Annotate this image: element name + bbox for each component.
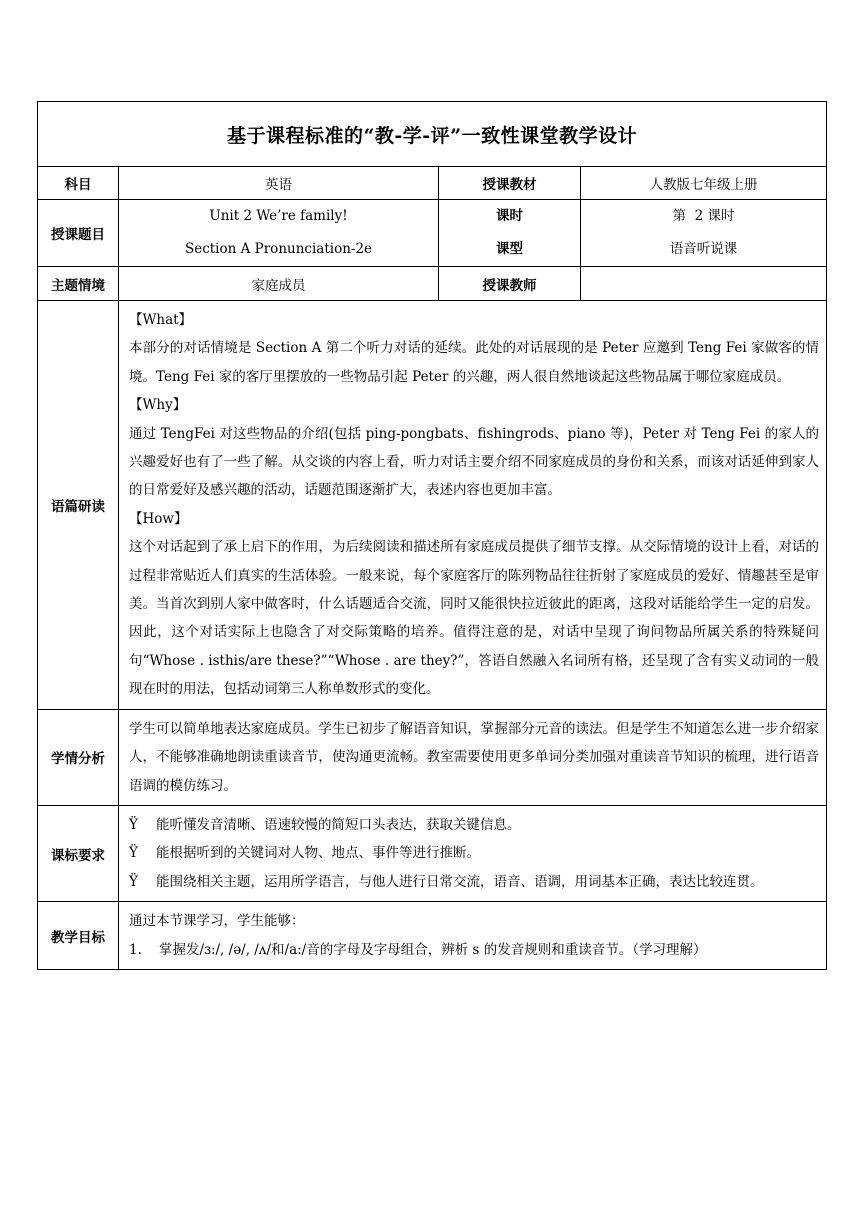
textbook-value: 人教版七年级上册 bbox=[581, 167, 827, 200]
standards-list bbox=[119, 805, 827, 901]
teacher-label: 授课教师 bbox=[439, 267, 581, 301]
analysis-label: 语篇研读 bbox=[38, 301, 119, 710]
learners-label: 学情分析 bbox=[38, 709, 119, 805]
topic-label: 授课题目 bbox=[38, 200, 119, 267]
topic-unit: Unit 2 We’re family! bbox=[209, 208, 348, 224]
bullet-marker: Ÿ bbox=[129, 873, 138, 890]
bullet-marker: Ÿ bbox=[129, 845, 138, 862]
how-text: 这个对话起到了承上启下的作用，为后续阅读和描述所有家庭成员提供了细节支撑。从交际情境的设计上看，对话的过程非常贴近人们真实的生活体验。一般来说，每个家庭客厅的陈列物品往往折射了家庭成员的爱好、情趣甚至是审美。当首次到别人家中做客时，什么话题适合交流，同时又能很快拉近彼此的距离，这段对话能给学生一定的启发。因此，这个对话实际上也隐含了对交际策略的培养。值得注意的是，对话中呈现了询问物品所属关系的特殊疑问句“Whose . isthis/are these?”“Whose . are they?”，答语自然融入名词所有格，还呈现了含有实义动词的一般现在时的用法，包括动词第三人称单数形式的变化。 bbox=[129, 539, 820, 698]
goals-content bbox=[119, 902, 827, 970]
topic-value bbox=[119, 200, 439, 267]
topic-section: Section A Pronunciation-2e bbox=[184, 241, 373, 257]
period-type-values bbox=[581, 200, 827, 267]
analysis-content bbox=[119, 301, 827, 710]
goal-item: 1. 掌握发/ɜ:/, /ə/, /ʌ/和/a:/音的字母及字母组合，辨析 s 的发音规则和重读音节。（学习理解） bbox=[129, 941, 707, 958]
period-label: 课时 bbox=[496, 208, 523, 224]
theme-label: 主题情境 bbox=[38, 267, 119, 301]
subject-label: 科目 bbox=[38, 167, 119, 200]
teacher-value bbox=[581, 267, 827, 301]
bullet-marker: Ÿ bbox=[129, 816, 138, 833]
why-heading: 【Why】 bbox=[129, 397, 187, 414]
standards-label: 课标要求 bbox=[38, 805, 119, 901]
document-title: 基于课程标准的“教-学-评”一致性课堂教学设计 bbox=[38, 102, 827, 167]
type-label: 课型 bbox=[496, 241, 523, 257]
what-heading: 【What】 bbox=[129, 312, 193, 328]
learners-text: 学生可以简单地表达家庭成员。学生已初步了解语音知识，掌握部分元音的读法。但是学生不知道怎么进一步介绍家人，不能够准确地朗读重读音节，使沟通更流畅。教室需要使用更多单词分类加强对重读音节知识的梳理，进行语音语调的模仿练习。 bbox=[119, 709, 827, 805]
period-value: 第 2 课时 bbox=[672, 208, 735, 224]
lesson-plan-table bbox=[37, 101, 827, 970]
goals-label: 教学目标 bbox=[38, 902, 119, 970]
theme-value: 家庭成员 bbox=[119, 267, 439, 301]
goals-intro: 通过本节课学习，学生能够： bbox=[129, 913, 305, 930]
standard-item: Ÿ 能听懂发音清晰、语速较慢的简短口头表达，获取关键信息。 bbox=[129, 811, 819, 839]
standard-item: Ÿ 能根据听到的关键词对人物、地点、事件等进行推断。 bbox=[129, 839, 819, 867]
why-text: 通过 TengFei 对这些物品的介绍(包括 ping-pongbats、fishingrods、piano 等)，Peter 对 Teng Fei 的家人的兴趣爱好也有了一些了解。从交谈的内容上看，听力对话主要介绍不同家庭成员的身份和关系，而该对话延伸到家人的日常爱好及感兴趣的活动，话题范围逐渐扩大，表述内容也更加丰富。 bbox=[129, 425, 820, 499]
standard-item: Ÿ 能围绕相关主题，运用所学语言，与他人进行日常交流，语音、语调，用词基本正确，表达比较连贯。 bbox=[129, 868, 819, 896]
subject-value: 英语 bbox=[119, 167, 439, 200]
period-type-labels bbox=[439, 200, 581, 267]
what-text: 本部分的对话情境是 Section A 第二个听力对话的延续。此处的对话展现的是 Peter 应邀到 Teng Fei 家做客的情境。Teng Fei 家的客厅里摆放的一些物品引起 Peter 的兴趣，两人很自然地谈起这些物品属于哪位家庭成员。 bbox=[129, 340, 820, 385]
textbook-label: 授课教材 bbox=[439, 167, 581, 200]
type-value: 语音听说课 bbox=[669, 241, 738, 257]
how-heading: 【How】 bbox=[129, 510, 188, 527]
